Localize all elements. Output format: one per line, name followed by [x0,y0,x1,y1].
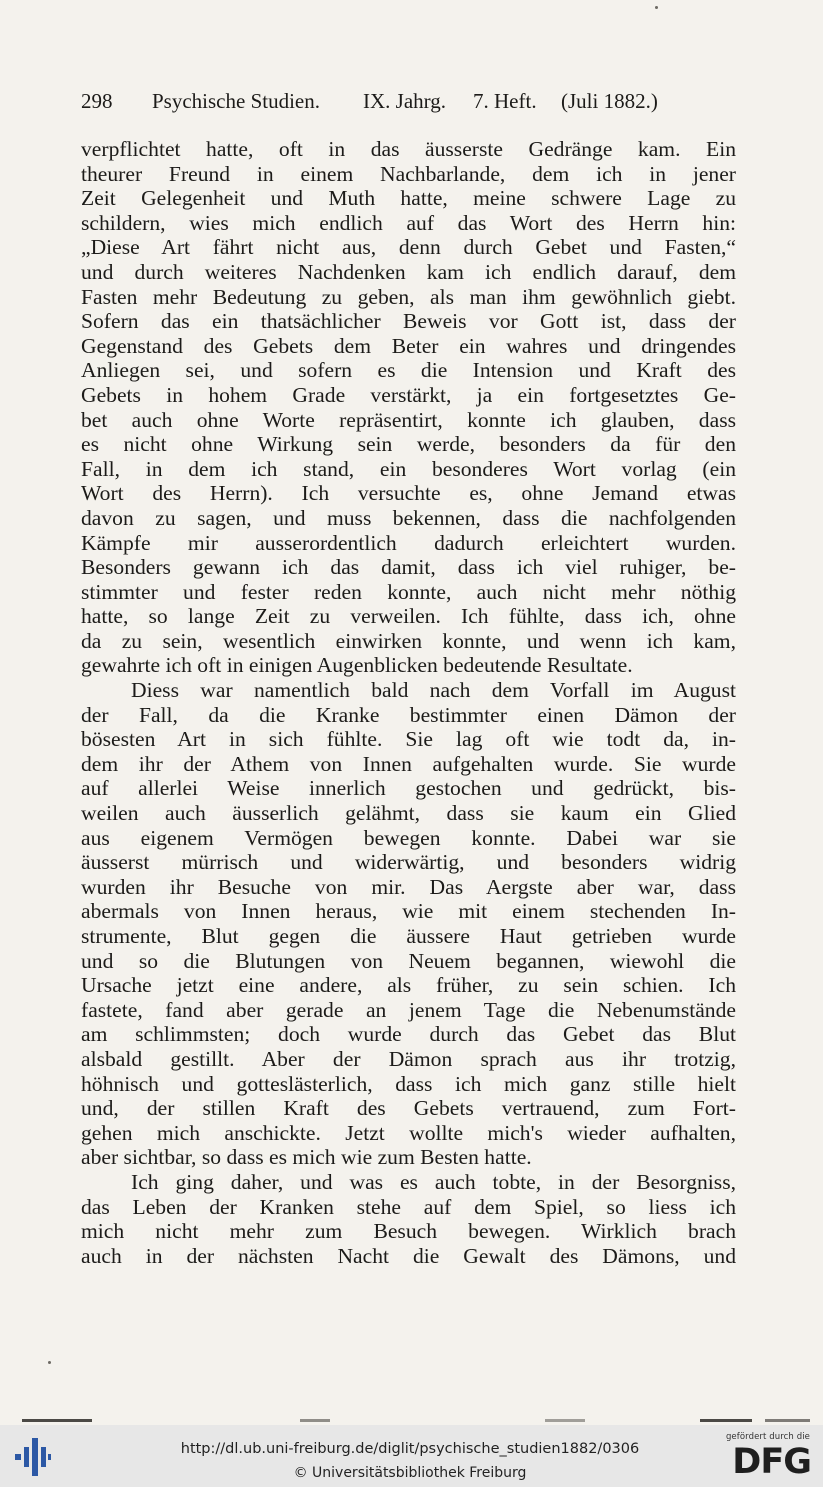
text-line: äusserst mürrisch und widerwärtig, und besonders widrig [81,850,736,875]
text-line: auf allerlei Weise innerlich gestochen und gedrückt, bis- [81,776,736,801]
running-header [81,89,741,117]
text-line: Kämpfe mir ausserordentlich dadurch erleichtert wurden. [81,530,736,555]
digilit-logo-icon[interactable] [15,1438,51,1476]
text-line: dem ihr der Athem von Innen aufgehalten wurde. Sie wurde [81,751,736,776]
text-line: und, der stillen Kraft des Gebets vertrauend, zum Fort- [81,1096,736,1121]
text-line: es nicht ohne Wirkung sein werde, besonders da für den [81,432,736,457]
text-line: Sofern das ein thatsächlicher Beweis vor Gott ist, dass der [81,309,736,334]
text-line: Fall, in dem ich stand, ein besonderes Wort vorlag (ein [81,456,736,481]
text-line: bösesten Art in sich fühlte. Sie lag oft wie todt da, in- [81,727,736,752]
text-line: hatte, so lange Zeit zu verweilen. Ich fühlte, dass ich, ohne [81,604,736,629]
text-line: fastete, fand aber gerade an jenem Tage die Nebenumstände [81,997,736,1022]
volume-label: IX. Jahrg. [363,89,447,113]
text-line: davon zu sagen, und muss bekennen, dass die nachfolgenden [81,505,736,530]
scan-edge-mark [700,1419,752,1422]
text-line: theurer Freund in einem Nachbarlande, dem ich in jener [81,161,736,186]
text-line: Besonders gewann ich das damit, dass ich viel ruhiger, be- [81,555,736,580]
text-line: aus eigenem Vermögen bewegen konnte. Dabei war sie [81,825,736,850]
text-line: stimmter und fester reden konnte, auch nicht mehr nöthig [81,579,736,604]
text-line: Gegenstand des Gebets dem Beter ein wahres und dringendes [81,333,736,358]
text-line: gewahrte ich oft in einigen Augenblicken bedeutende Resultate. [81,653,633,678]
scan-speck [655,6,658,9]
text-line: und so die Blutungen von Neuem begannen, wiewohl die [81,948,736,973]
page-number: 298 [81,89,113,113]
text-line: das Leben der Kranken stehe auf dem Spiel, so liess ich [81,1194,736,1219]
text-line: „Diese Art fährt nicht aus, denn durch Gebet und Fasten,“ [81,235,736,260]
issue-date: (Juli 1882.) [561,89,658,113]
text-line: schildern, wies mich endlich auf das Wort des Herrn hin: [81,210,736,235]
scan-speck [48,1361,51,1364]
text-line: wurden ihr Besuche von mir. Das Aergste aber war, dass [81,874,736,899]
text-line: am schlimmsten; doch wurde durch das Gebet das Blut [81,1022,736,1047]
text-line: auch in der nächsten Nacht die Gewalt des Dämons, und [81,1243,736,1268]
text-line: gehen mich anschickte. Jetzt wollte mich's wieder aufhalten, [81,1120,736,1145]
scan-edge-mark [300,1419,330,1422]
scan-edge-mark [765,1419,810,1422]
copyright-notice: © Universitätsbibliothek Freiburg [293,1465,527,1481]
text-line: da zu sein, wesentlich einwirken konnte, und wenn ich kam, [81,628,736,653]
text-line: und durch weiteres Nachdenken kam ich endlich darauf, dem [81,259,736,284]
scan-edge-mark [22,1419,92,1422]
text-line: Anliegen sei, und sofern es die Intension und Kraft des [81,358,736,383]
text-line: höhnisch und gotteslästerlich, dass ich mich ganz stille hielt [81,1071,736,1096]
text-line: mich nicht mehr zum Besuch bewegen. Wirklich brach [81,1219,736,1244]
funding-caption: gefördert durch die [725,1432,810,1442]
text-line: Ich ging daher, und was es auch tobte, in der Besorgniss, [131,1169,736,1194]
text-line: Gebets in hohem Grade verstärkt, ja ein fortgesetztes Ge- [81,382,736,407]
body-text [81,137,736,1268]
text-line: verpflichtet hatte, oft in das äusserste Gedränge kam. Ein [81,137,736,161]
issue-label: 7. Heft. [473,89,537,113]
text-line: abermals von Innen heraus, wie mit einem stechenden In- [81,899,736,924]
text-line: Diess war namentlich bald nach dem Vorfall im August [131,678,736,703]
text-line: Zeit Gelegenheit und Muth hatte, meine schwere Lage zu [81,186,736,211]
text-line: bet auch ohne Worte repräsentirt, konnte ich glauben, dass [81,407,736,432]
text-line: weilen auch äusserlich gelähmt, dass sie kaum ein Glied [81,801,736,826]
text-line: alsbald gestillt. Aber der Dämon sprach aus ihr trotzig, [81,1046,736,1071]
journal-title: Psychische Studien. [152,89,320,113]
dfg-logo[interactable]: DFG [732,1442,811,1482]
text-line: der Fall, da die Kranke bestimmter einen Dämon der [81,702,736,727]
text-line: strumente, Blut gegen die äussere Haut getrieben wurde [81,924,736,948]
text-line: Ursache jetzt eine andere, als früher, zu sein schien. Ich [81,973,736,998]
text-line: aber sichtbar, so dass es mich wie zum Besten hatte. [81,1145,532,1170]
text-line: Wort des Herrn). Ich versuchte es, ohne Jemand etwas [81,481,736,506]
scan-edge-mark [545,1419,585,1422]
permalink-url[interactable]: http://dl.ub.uni-freiburg.de/diglit/psychische_studien1882/0306 [180,1441,640,1457]
text-line: Fasten mehr Bedeutung zu geben, als man ihm gewöhnlich giebt. [81,284,736,309]
